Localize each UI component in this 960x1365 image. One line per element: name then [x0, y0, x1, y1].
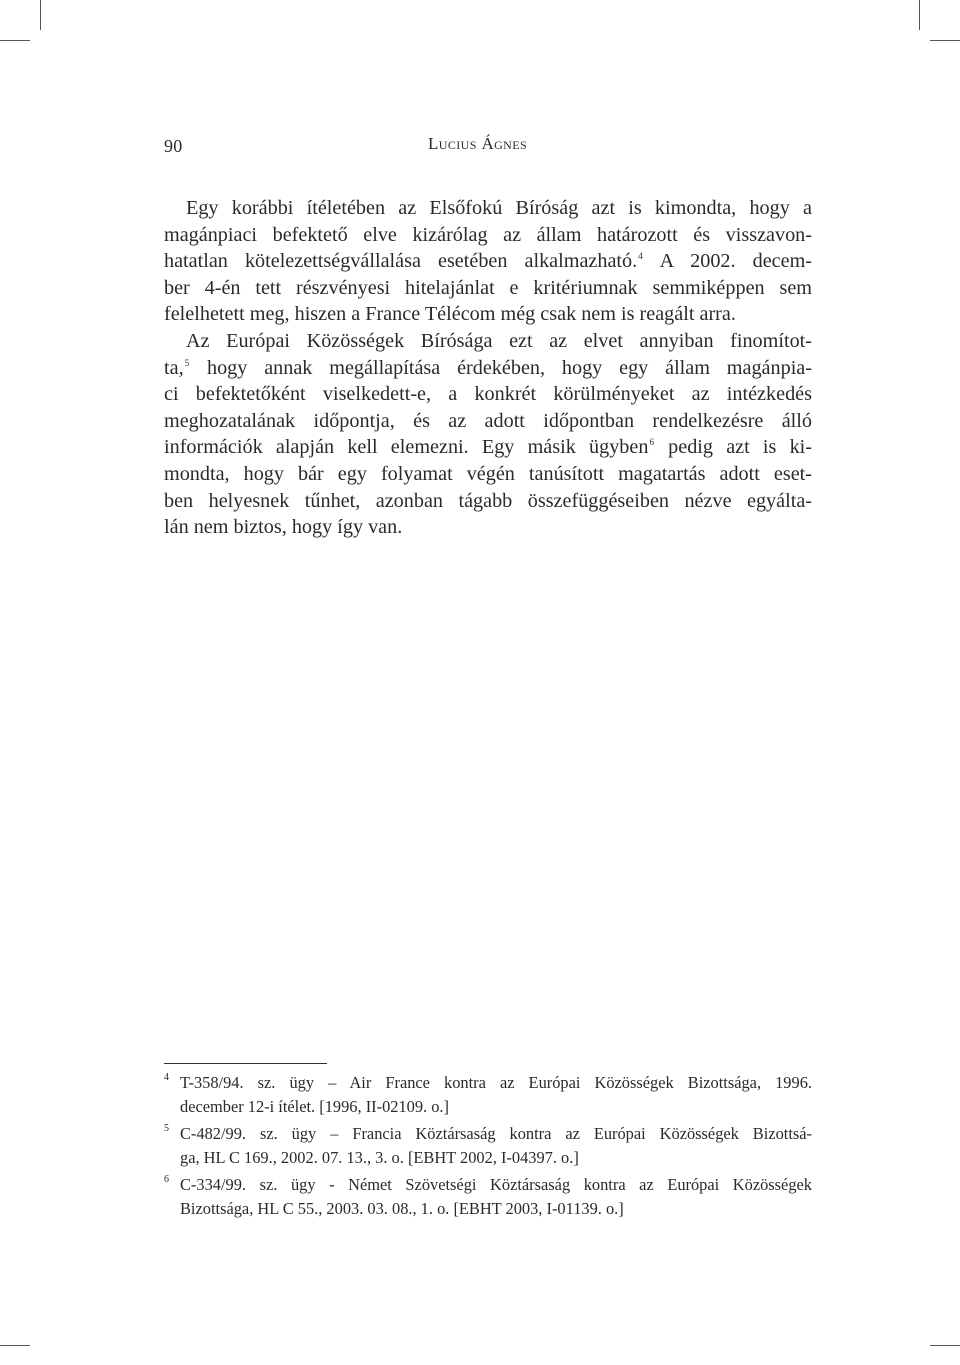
footnote-5 — [164, 1122, 812, 1170]
body-text — [164, 195, 812, 541]
footnote-line: Bizottsága, HL C 55., 2003. 03. 08., 1. o. [EBHT 2003, I-01139. o.] — [180, 1199, 624, 1218]
text-line: lán nem biztos, hogy így van. — [164, 516, 403, 539]
text-line: meghozatalának időpontja, és az adott időpontban rendelkezésre álló — [164, 409, 812, 432]
crop-mark-top-left-horizontal — [0, 40, 30, 41]
footnote-line: C-334/99. sz. ügy - Német Szövetségi Köztársaság kontra az Európai Közösségek — [180, 1175, 812, 1194]
text-line: Az Európai Közösségek Bírósága ezt az elvet annyiban finomítot- — [186, 329, 812, 352]
page-number: 90 — [164, 136, 183, 156]
footnote-ref-5: 5 — [184, 357, 190, 368]
text-line: felelhetett meg, hiszen a France Télécom még csak nem is reagált arra. — [164, 303, 736, 326]
footnote-line: ga, HL C 169., 2002. 07. 13., 3. o. [EBHT 2002, I-04397. o.] — [180, 1148, 579, 1167]
text-segment: információk alapján kell elemezni. Egy másik ügyben — [164, 436, 649, 459]
text-line: mondta, hogy bár egy folyamat végén tanúsított magatartás adott eset- — [164, 462, 812, 485]
text-line: ci befektetőként viselkedett-e, a konkrét körülményeket az intézkedés — [164, 383, 812, 406]
text-line — [164, 248, 812, 275]
crop-mark-bottom-right-horizontal — [930, 1345, 960, 1346]
paragraph-2 — [164, 328, 812, 541]
crop-mark-top-right-horizontal — [930, 40, 960, 41]
footnote-line: december 12-i ítélet. [1996, II-02109. o.] — [180, 1097, 449, 1116]
footnote-number: 4 — [164, 1072, 169, 1083]
text-line: Egy korábbi ítéletében az Elsőfokú Bíróság azt is kimondta, hogy a — [186, 197, 812, 219]
text-segment: hatatlan kötelezettségvállalása esetében alkalmazható. — [164, 250, 638, 273]
footnote-number: 6 — [164, 1174, 169, 1185]
footnotes — [164, 1071, 812, 1224]
running-head: Lucius Ágnes — [428, 134, 528, 153]
crop-mark-bottom-left-horizontal — [0, 1345, 30, 1346]
text-line — [164, 355, 812, 382]
footnote-ref-6: 6 — [649, 437, 654, 448]
footnote-ref-4: 4 — [638, 251, 643, 262]
text-segment: ta, — [164, 356, 184, 379]
footnote-6 — [164, 1173, 812, 1221]
text-line — [164, 434, 812, 461]
crop-mark-top-right-vertical — [919, 0, 920, 30]
footnote-line: T-358/94. sz. ügy – Air France kontra az Európai Közösségek Bizottsága, 1996. — [180, 1073, 812, 1092]
text-line: ben helyesnek tűnhet, azonban tágabb összefüggéseiben nézve egyálta- — [164, 489, 812, 512]
text-segment: hogy annak megállapítása érdekében, hogy egy állam magánpia- — [190, 356, 812, 379]
footnote-4 — [164, 1071, 812, 1119]
footnote-number: 5 — [164, 1123, 169, 1134]
text-segment: pedig azt is ki- — [654, 436, 812, 459]
text-line: ber 4-én tett részvényesi hitelajánlat e kritériumnak semmiképpen sem — [164, 276, 812, 299]
footnote-line: C-482/99. sz. ügy – Francia Köztársaság kontra az Európai Közösségek Bizottsá- — [180, 1124, 812, 1143]
text-segment: A 2002. decem- — [643, 250, 812, 273]
crop-mark-top-left-vertical — [40, 0, 41, 30]
paragraph-1 — [164, 195, 812, 328]
footnote-separator — [164, 1063, 327, 1064]
text-line: magánpiaci befektető elve kizárólag az állam határozott és visszavon- — [164, 223, 812, 246]
